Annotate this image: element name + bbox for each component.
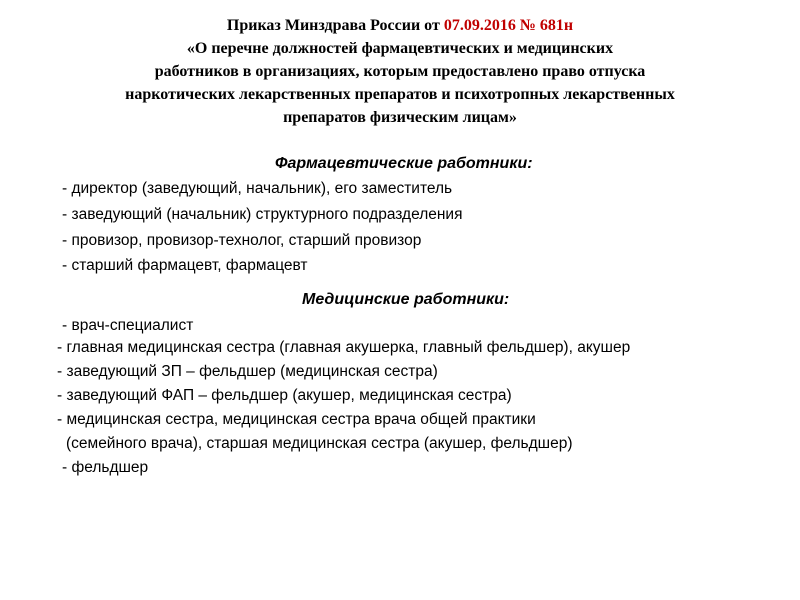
medical-item: - заведующий ЗП – фельдшер (медицинская сестра) bbox=[57, 363, 438, 380]
medical-item: - главная медицинская сестра (главная акушерка, главный фельдшер), акушер bbox=[57, 339, 631, 356]
order-title-line-1 bbox=[0, 14, 800, 37]
pharma-item: - директор (заведующий, начальник), его заместитель bbox=[62, 180, 453, 197]
order-title-line-2: «О перечне должностей фармацевтических и медицинских bbox=[186, 40, 614, 57]
medical-item: - заведующий ФАП – фельдшер (акушер, медицинская сестра) bbox=[57, 387, 512, 404]
order-prefix: Приказ Минздрава России от bbox=[226, 17, 444, 34]
medical-heading: Медицинские работники: bbox=[302, 291, 510, 308]
pharma-item: - старший фармацевт, фармацевт bbox=[62, 257, 308, 274]
medical-item: - фельдшер bbox=[62, 459, 149, 476]
order-title-line-3: работников в организациях, которым предоставлено право отпуска bbox=[154, 63, 646, 80]
pharma-item: - провизор, провизор-технолог, старший провизор bbox=[62, 232, 422, 249]
pharma-item: - заведующий (начальник) структурного подразделения bbox=[62, 206, 463, 223]
order-title bbox=[0, 14, 800, 129]
order-title-line-5: препаратов физическим лицам» bbox=[283, 109, 517, 126]
order-date-number: 07.09.2016 № 681н bbox=[443, 17, 574, 34]
pharma-heading: Фармацевтические работники: bbox=[275, 155, 533, 172]
medical-item: - врач-специалист bbox=[62, 317, 194, 334]
medical-item: - медицинская сестра, медицинская сестра врача общей практики bbox=[57, 411, 536, 428]
medical-item-continuation: (семейного врача), старшая медицинская сестра (акушер, фельдшер) bbox=[66, 435, 573, 452]
order-title-line-4: наркотических лекарственных препаратов и психотропных лекарственных bbox=[125, 86, 675, 103]
